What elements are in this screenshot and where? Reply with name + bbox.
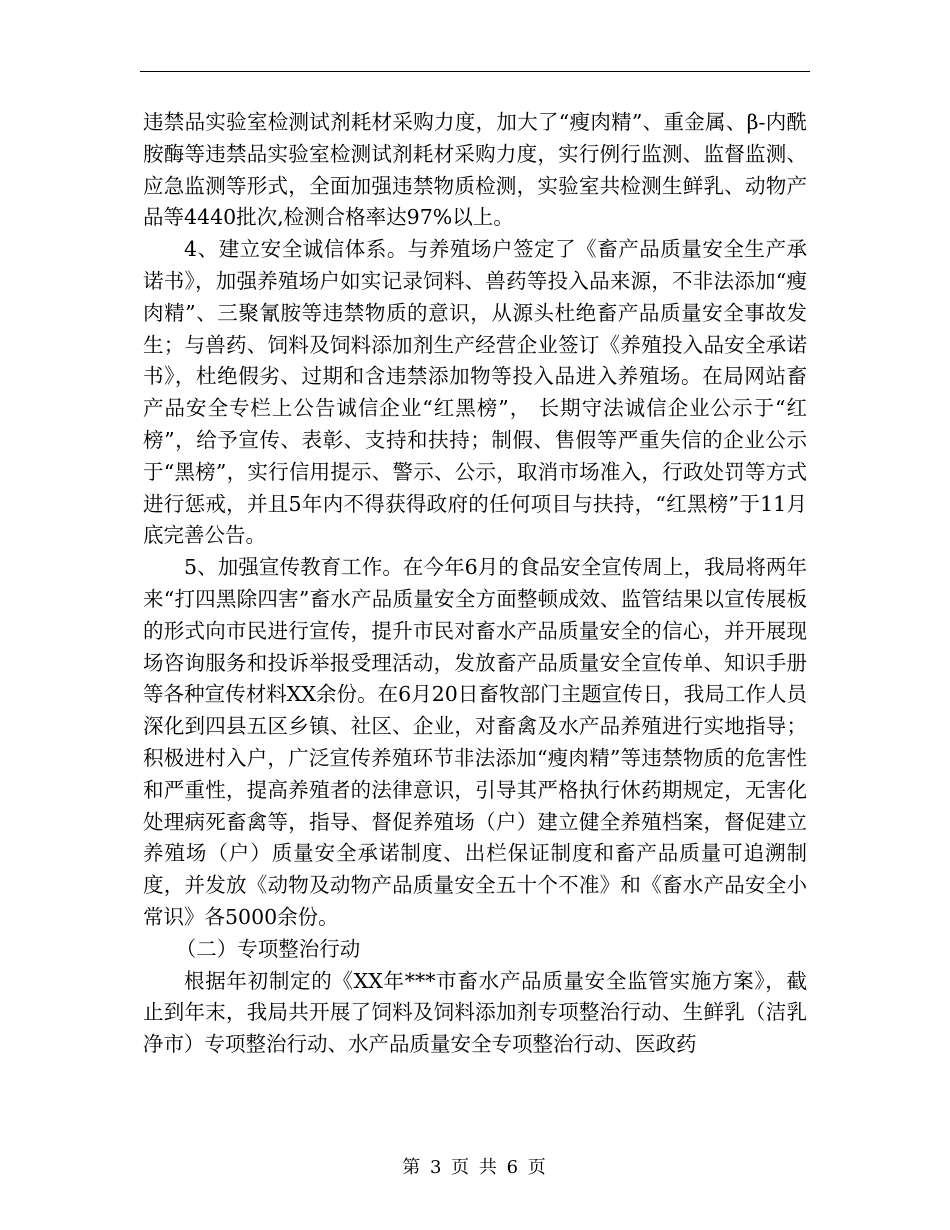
page-footer: 第 3 页 共 6 页 — [402, 1157, 548, 1178]
paragraph-continuation: 违禁品实验室检测试剂耗材采购力度，加大了“瘦肉精”、重金属、β-内酰胺酶等违禁品实验室检测试剂耗材采购力度，实行例行监测、监督监测、应急监测等形式，全面加强违禁物质检测，实验室共检测生鲜乳、动物产品等4440批次,检测合格率达97%以上。 — [143, 110, 807, 230]
paragraph-publicity-education: 5、加强宣传教育工作。在今年6月的食品安全宣传周上，我局将两年来“打四黑除四害”畜水产品质量安全方面整顿成效、监管结果以宣传展板的形式向市民进行宣传，提升市民对畜水产品质量安全的信心，并开展现场咨询服务和投诉举报受理活动，发放畜产品质量安全宣传单、知识手册等各种宣传材料XX余份。在6月20日畜牧部门主题宣传日，我局工作人员深化到四县五区乡镇、社区、企业，对畜禽及水产品养殖进行实地指导；积极进村入户，广泛宣传养殖环节非法添加“瘦肉精”等违禁物质的危害性和严重性，提高养殖者的法律意识，引导其严格执行休药期规定，无害化处理病死畜禽等，指导、督促养殖场（户）建立健全养殖档案，督促建立养殖场（户）质量安全承诺制度、出栏保证制度和畜产品质量可追溯制度，并发放《动物及动物产品质量安全五十个不准》和《畜水产品安全小常识》各5000余份。 — [143, 555, 807, 929]
paragraph-special-campaign: 根据年初制定的《XX年***市畜水产品质量安全监管实施方案》，截止到年末，我局共开展了饲料及饲料添加剂专项整治行动、生鲜乳（洁乳净市）专项整治行动、水产品质量安全专项整治行动、医政药 — [143, 968, 807, 1057]
paragraph-integrity-system: 4、建立安全诚信体系。与养殖场户签定了《畜产品质量安全生产承诺书》，加强养殖场户如实记录饲料、兽药等投入品来源，不非法添加“瘦肉精”、三聚氰胺等违禁物质的意识，从源头杜绝畜产品质量安全事故发生；与兽药、饲料及饲料添加剂生产经营企业签订《养殖投入品安全承诺书》，杜绝假劣、过期和含违禁添加物等投入品进入养殖场。在局网站畜产品安全专栏上公告诚信企业“红黑榜”， 长期守法诚信企业公示于“红榜”，给予宣传、表彰、支持和扶持；制假、售假等严重失信的企业公示于“黑榜”，实行信用提示、警示、公示，取消市场准入，行政处罚等方式进行惩戒，并且5年内不得获得政府的任何项目与扶持，“红黑榜”于11月底完善公告。 — [143, 237, 807, 548]
header-rule — [140, 71, 810, 72]
document-body — [143, 107, 807, 1061]
section-heading-special-campaign: （二）专项整治行动 — [175, 936, 361, 961]
